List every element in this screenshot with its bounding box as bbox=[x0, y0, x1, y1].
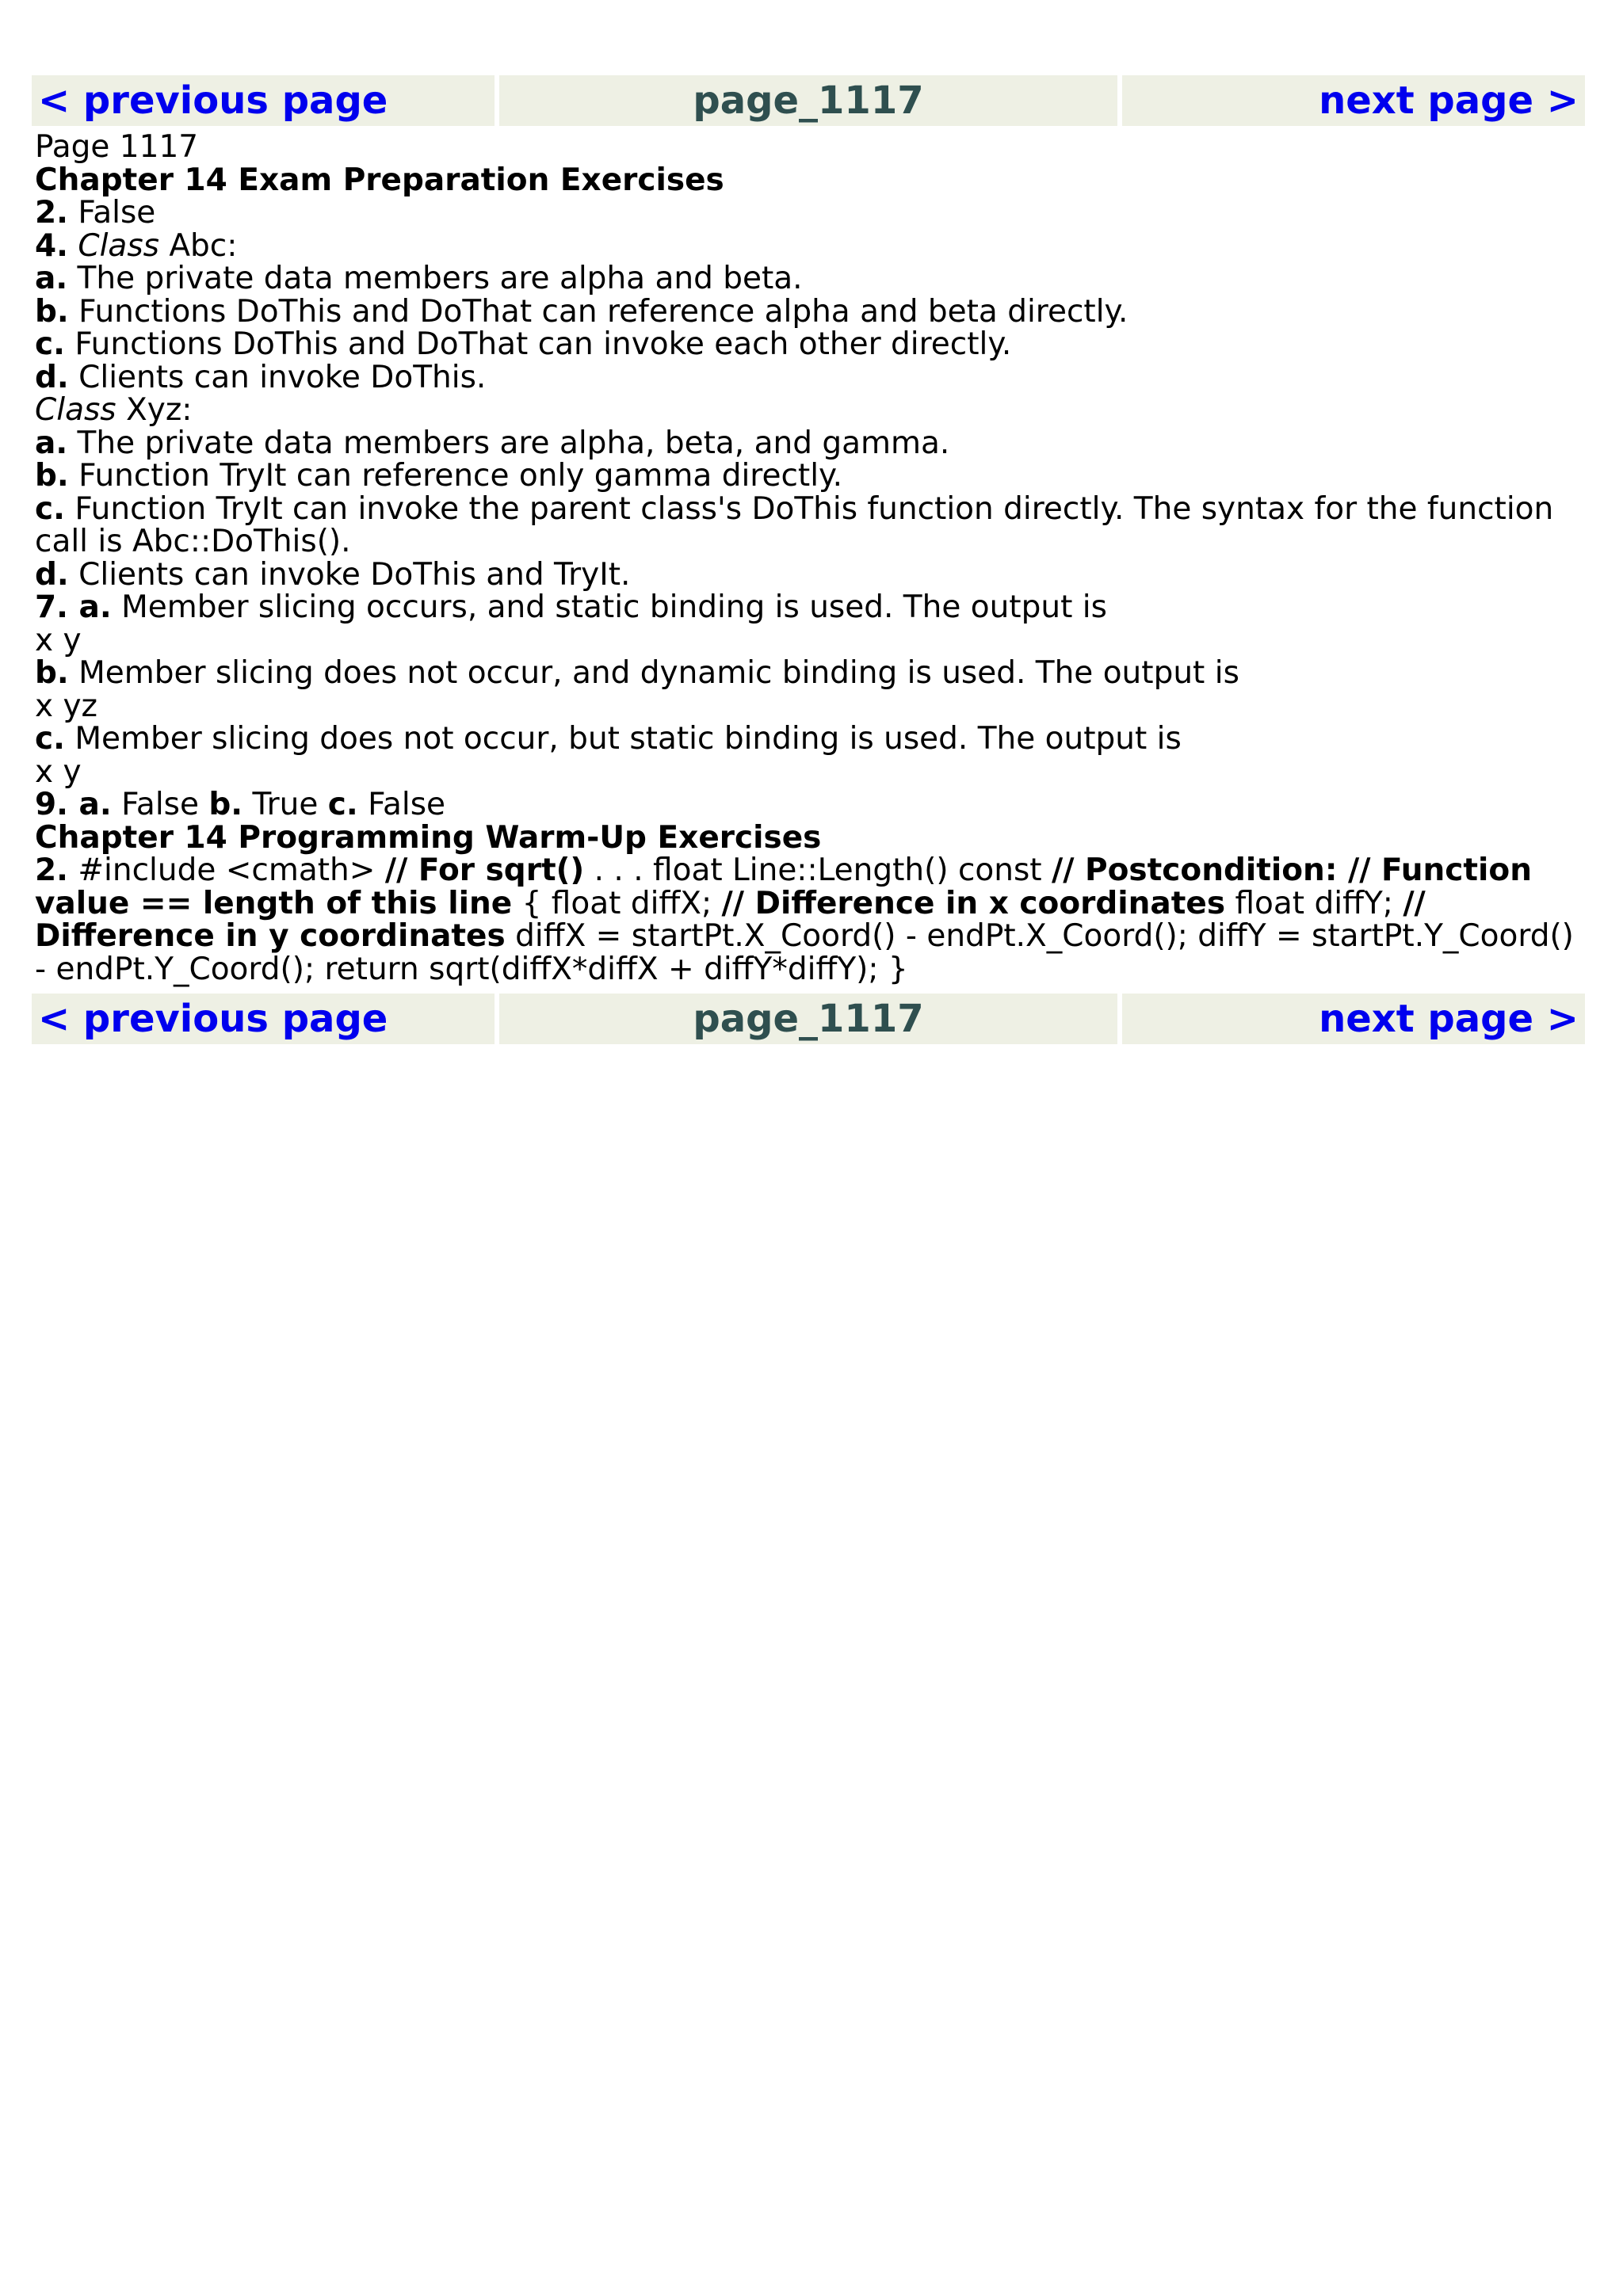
code-comment: // For sqrt() bbox=[384, 852, 585, 888]
output-7c: x y bbox=[35, 753, 82, 790]
previous-page-link[interactable]: < previous page bbox=[38, 78, 388, 123]
page-content bbox=[32, 126, 1590, 994]
item-label: d. bbox=[35, 556, 69, 593]
bottom-navigation-bar bbox=[32, 994, 1590, 1044]
answer-text: False bbox=[121, 787, 199, 822]
next-page-cell bbox=[1122, 994, 1585, 1044]
item-text: The private data members are alpha and beta. bbox=[77, 261, 803, 296]
answer-4 bbox=[35, 227, 1587, 264]
abc-item-b bbox=[35, 293, 1587, 330]
answer-text: True bbox=[252, 787, 319, 822]
class-name: Abc: bbox=[169, 227, 238, 264]
answer-7c bbox=[35, 723, 1587, 756]
answer-7b bbox=[35, 657, 1587, 690]
item-text: Functions DoThis and DoThat can reference alpha and beta directly. bbox=[78, 293, 1128, 330]
xyz-item-c bbox=[35, 490, 1587, 559]
answer-number: 9. a. bbox=[35, 787, 112, 822]
answer-9 bbox=[35, 788, 1587, 822]
warmup-exercises-heading: Chapter 14 Programming Warm-Up Exercises bbox=[35, 819, 822, 856]
page-id-label: page_1117 bbox=[499, 75, 1117, 126]
answer-7a bbox=[35, 591, 1587, 624]
item-label: a. bbox=[35, 425, 68, 461]
class-keyword: Class bbox=[35, 392, 116, 428]
code-comment: // Postcondition: // Function value == length of this line bbox=[35, 852, 1532, 921]
code-text: { float diffX; bbox=[521, 885, 712, 921]
next-page-link[interactable]: next page > bbox=[1319, 997, 1579, 1041]
exam-exercises-heading: Chapter 14 Exam Preparation Exercises bbox=[35, 162, 724, 198]
code-comment: // Difference in y coordinates bbox=[35, 885, 1426, 954]
page-id-label: page_1117 bbox=[499, 994, 1117, 1044]
item-label: b. bbox=[35, 655, 69, 691]
page-number: Page 1117 bbox=[35, 129, 199, 165]
previous-page-link[interactable]: < previous page bbox=[38, 997, 388, 1041]
item-label: c. bbox=[327, 787, 358, 822]
item-text: Clients can invoke DoThis and TryIt. bbox=[78, 556, 631, 593]
code-text: float diffY; bbox=[1235, 885, 1393, 921]
answer-text: False bbox=[78, 195, 156, 231]
answer-text: False bbox=[368, 787, 446, 822]
code-text: diffX = startPt.X_Coord() - endPt.X_Coord(); diffY = startPt.Y_Coord() - endPt.Y_Coord(); return sqrt(diffX*diffX + diffY*diffY); } bbox=[35, 918, 1574, 987]
output-7b: x yz bbox=[35, 688, 98, 724]
item-text: Clients can invoke DoThis. bbox=[78, 359, 487, 395]
class-xyz-heading bbox=[35, 394, 1587, 427]
xyz-item-b bbox=[35, 460, 1587, 493]
item-label: b. bbox=[35, 293, 69, 330]
previous-page-cell bbox=[32, 75, 495, 126]
answer-text: Member slicing occurs, and static binding is used. The output is bbox=[121, 589, 1107, 625]
answer-number: 4. bbox=[35, 227, 68, 264]
answer-2 bbox=[35, 196, 1587, 230]
item-text: Function TryIt can reference only gamma directly. bbox=[78, 458, 842, 494]
item-label: b. bbox=[35, 458, 69, 494]
answer-number: 2. bbox=[35, 195, 68, 231]
xyz-item-a bbox=[35, 427, 1587, 460]
code-text: . . . float Line::Length() const bbox=[594, 852, 1042, 888]
document-page bbox=[32, 75, 1590, 1044]
abc-item-d bbox=[35, 361, 1587, 395]
class-keyword: Class bbox=[78, 227, 159, 264]
code-comment: // Difference in x coordinates bbox=[721, 885, 1226, 921]
item-label: b. bbox=[208, 787, 243, 822]
abc-item-c bbox=[35, 328, 1587, 361]
class-name: Xyz: bbox=[126, 392, 193, 428]
answer-number: 7. a. bbox=[35, 589, 112, 625]
item-label: c. bbox=[35, 721, 65, 757]
top-navigation-bar bbox=[32, 75, 1590, 126]
item-label: c. bbox=[35, 326, 65, 362]
answer-text: Member slicing does not occur, but static binding is used. The output is bbox=[74, 721, 1182, 757]
output-7a: x y bbox=[35, 622, 82, 658]
next-page-cell bbox=[1122, 75, 1585, 126]
answer-text: Member slicing does not occur, and dynamic binding is used. The output is bbox=[78, 655, 1239, 691]
code-text: #include <cmath> bbox=[78, 852, 376, 888]
item-text: Functions DoThis and DoThat can invoke each other directly. bbox=[74, 326, 1012, 362]
next-page-link[interactable]: next page > bbox=[1319, 78, 1579, 123]
item-text: The private data members are alpha, beta, and gamma. bbox=[77, 425, 950, 461]
answer-number: 2. bbox=[35, 852, 68, 888]
item-label: a. bbox=[35, 261, 68, 296]
warmup-answer-2 bbox=[35, 854, 1587, 986]
xyz-item-d bbox=[35, 556, 1587, 593]
previous-page-cell bbox=[32, 994, 495, 1044]
item-label: c. bbox=[35, 490, 65, 527]
abc-item-a bbox=[35, 262, 1587, 296]
item-label: d. bbox=[35, 359, 69, 395]
item-text: Function TryIt can invoke the parent class's DoThis function directly. The syntax for the function call is Abc::DoThis(). bbox=[35, 490, 1554, 559]
